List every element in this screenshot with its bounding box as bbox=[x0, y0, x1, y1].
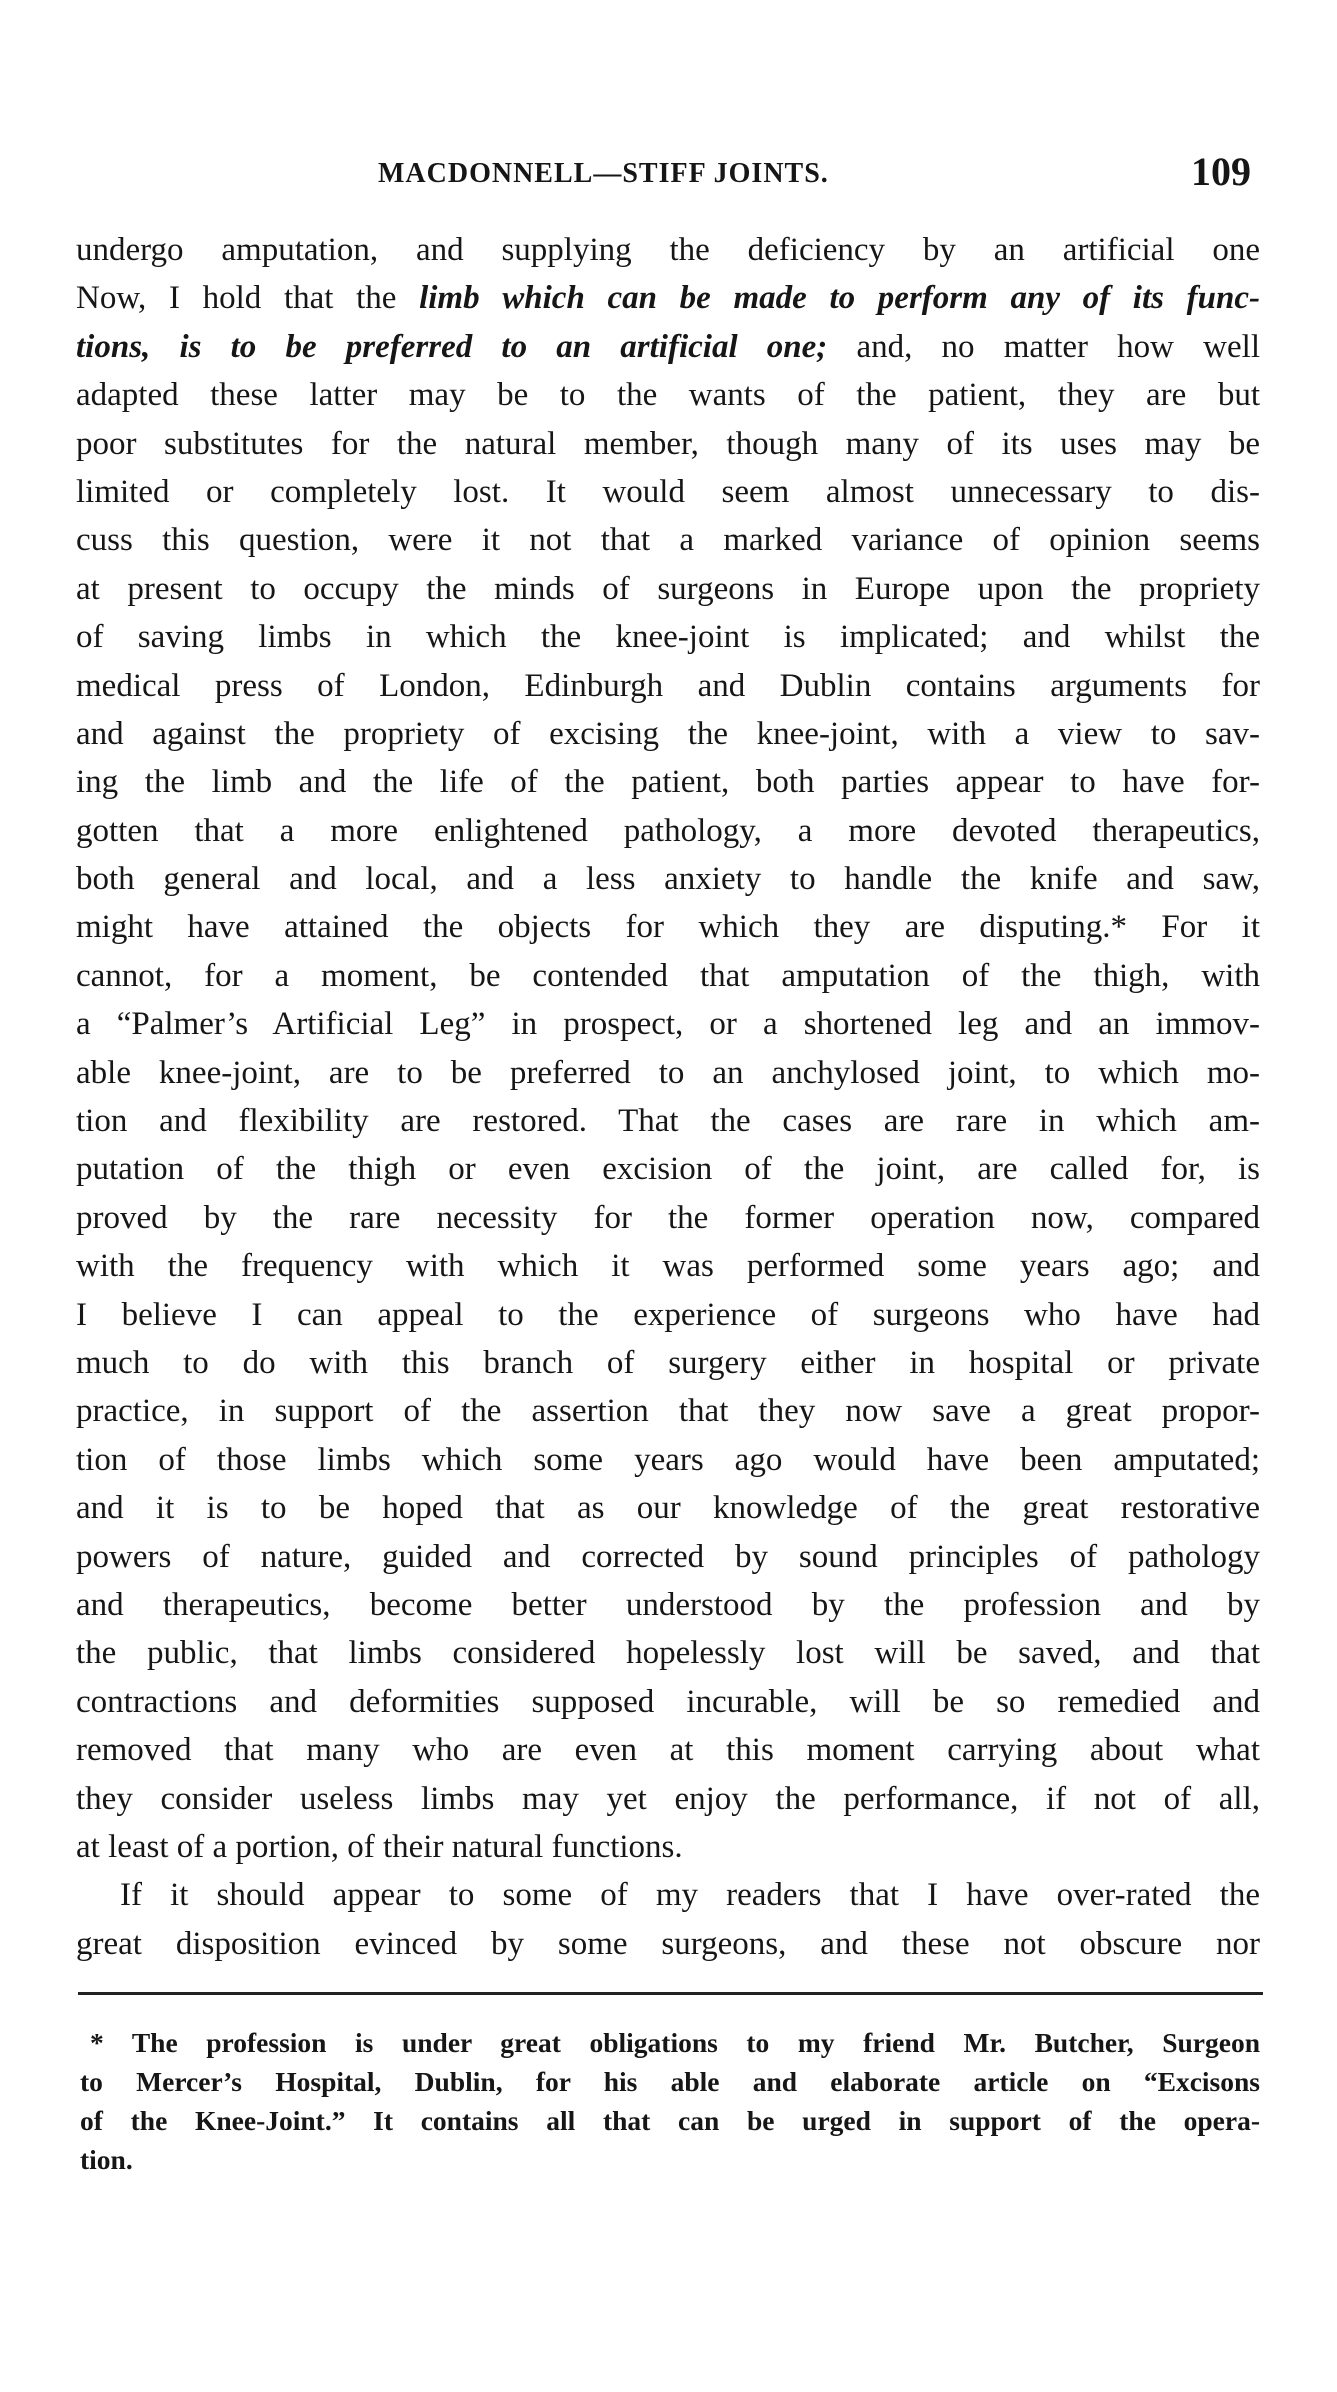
text-line: contractions and deformities supposed incurable, will be so remedied and bbox=[76, 1683, 1260, 1720]
running-title: MACDONNELL—STIFF JOINTS. bbox=[378, 158, 829, 189]
text-line: able knee-joint, are to be preferred to an anchylosed joint, to which mo- bbox=[76, 1054, 1260, 1091]
running-head bbox=[78, 148, 1263, 198]
text-line: adapted these latter may be to the wants of the patient, they are but bbox=[76, 377, 1260, 414]
text-line: undergo amputation, and supplying the deficiency by an artificial one bbox=[76, 232, 1260, 268]
footnote-line: * The profession is under great obligations to my friend Mr. Butcher, Surgeon bbox=[90, 2027, 1260, 2058]
italic-emphasis: tions, is to be preferred to an artificial one; bbox=[76, 328, 828, 365]
text-line: great disposition evinced by some surgeons, and these not obscure nor bbox=[76, 1925, 1260, 1962]
text-line: ing the limb and the life of the patient, both parties appear to have for- bbox=[76, 764, 1260, 801]
text-line: at present to occupy the minds of surgeons in Europe upon the propriety bbox=[76, 570, 1260, 607]
text-line: might have attained the objects for which they are disputing.* For it bbox=[76, 909, 1260, 946]
text-line: medical press of London, Edinburgh and Dublin contains arguments for bbox=[76, 667, 1260, 704]
footnote-line: of the Knee-Joint.” It contains all that can be urged in support of the opera- bbox=[80, 2105, 1260, 2136]
text-line: cuss this question, were it not that a marked variance of opinion seems bbox=[76, 522, 1260, 559]
text-line: with the frequency with which it was performed some years ago; and bbox=[76, 1248, 1260, 1285]
text-line bbox=[76, 323, 1260, 371]
italic-emphasis: limb which can be made to perform any of its func- bbox=[419, 280, 1260, 317]
text-line: they consider useless limbs may yet enjoy the performance, if not of all, bbox=[76, 1780, 1260, 1817]
text-line: tion of those limbs which some years ago would have been amputated; bbox=[76, 1441, 1260, 1478]
text-line: removed that many who are even at this moment carrying about what bbox=[76, 1732, 1260, 1769]
footnote bbox=[80, 2023, 1260, 2179]
text-line: a “Palmer’s Artificial Leg” in prospect, or a shortened leg and an immov- bbox=[76, 1006, 1260, 1043]
text-line: gotten that a more enlightened pathology, a more devoted therapeutics, bbox=[76, 812, 1260, 849]
page-number: 109 bbox=[1191, 149, 1251, 194]
text-line: the public, that limbs considered hopelessly lost will be saved, and that bbox=[76, 1635, 1260, 1672]
text-line: of saving limbs in which the knee-joint is implicated; and whilst the bbox=[76, 619, 1260, 656]
footnote-line: to Mercer’s Hospital, Dublin, for his able and elaborate article on “Excisons bbox=[80, 2066, 1260, 2097]
text-run: Now, I hold that the bbox=[76, 280, 420, 317]
text-line: and it is to be hoped that as our knowledge of the great restorative bbox=[76, 1490, 1260, 1527]
text-line: powers of nature, guided and corrected by sound principles of pathology bbox=[76, 1538, 1260, 1575]
paragraph-2 bbox=[76, 1871, 1260, 1968]
text-line: proved by the rare necessity for the former operation now, compared bbox=[76, 1199, 1260, 1236]
text-line bbox=[76, 274, 1260, 322]
text-line: and against the propriety of excising the knee-joint, with a view to sav- bbox=[76, 715, 1260, 752]
footnote-line: tion. bbox=[80, 2144, 133, 2175]
text-line: tion and flexibility are restored. That the cases are rare in which am- bbox=[76, 1103, 1260, 1140]
footnote-rule bbox=[78, 1992, 1263, 1995]
body-text bbox=[76, 226, 1260, 1968]
text-line: limited or completely lost. It would seem almost unnecessary to dis- bbox=[76, 473, 1260, 510]
text-line: and therapeutics, become better understood by the profession and by bbox=[76, 1586, 1260, 1623]
text-line: I believe I can appeal to the experience of surgeons who have had bbox=[76, 1296, 1260, 1333]
text-line: cannot, for a moment, be contended that amputation of the thigh, with bbox=[76, 957, 1260, 994]
text-line: at least of a portion, of their natural functions. bbox=[76, 1828, 683, 1865]
text-line: much to do with this branch of surgery either in hospital or private bbox=[76, 1344, 1260, 1381]
text-line: practice, in support of the assertion that they now save a great propor- bbox=[76, 1393, 1260, 1430]
text-line: putation of the thigh or even excision of the joint, are called for, is bbox=[76, 1151, 1260, 1188]
text-line: If it should appear to some of my readers that I have over-rated the bbox=[120, 1877, 1260, 1914]
text-line: both general and local, and a less anxiety to handle the knife and saw, bbox=[76, 861, 1260, 898]
text-run: and, no matter how well bbox=[827, 328, 1260, 365]
paragraph-1 bbox=[76, 226, 1260, 1871]
text-line: poor substitutes for the natural member, though many of its uses may be bbox=[76, 425, 1260, 462]
